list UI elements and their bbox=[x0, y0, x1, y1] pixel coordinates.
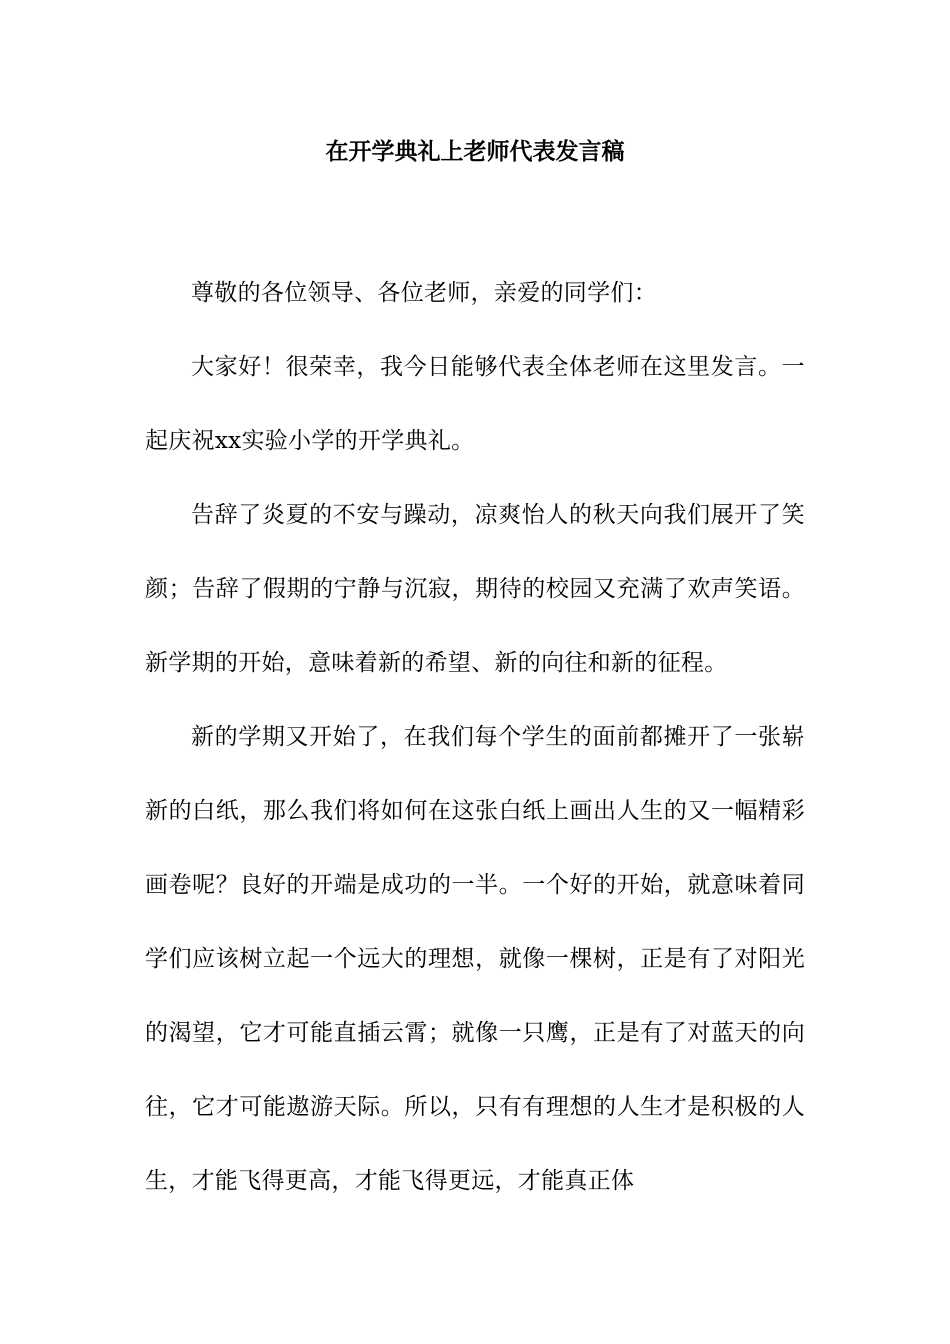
document-title: 在开学典礼上老师代表发言稿 bbox=[325, 139, 625, 165]
greeting-paragraph: 大家好！很荣幸，我今日能够代表全体老师在这里发言。一起庆祝xx实验小学的开学典礼。 bbox=[145, 354, 805, 454]
new-semester-paragraph: 新的学期又开始了，在我们每个学生的面前都摊开了一张崭新的白纸，那么我们将如何在这张白纸上画出人生的又一幅精彩画卷呢？良好的开端是成功的一半。一个好的开始，就意味着同学们应该树立起一个远大的理想，就像一棵树，正是有了对阳光的渴望，它才可能直插云霄；就像一只鹰，正是有了对蓝天的向往，它才可能遨游天际。所以，只有有理想的人生才是积极的人生，才能飞得更高，才能飞得更远，才能真正体 bbox=[145, 724, 805, 1194]
salutation-paragraph: 尊敬的各位领导、各位老师，亲爱的同学们： bbox=[191, 280, 657, 306]
document-body bbox=[145, 256, 805, 1218]
autumn-paragraph: 告辞了炎夏的不安与躁动，凉爽怡人的秋天向我们展开了笑颜；告辞了假期的宁静与沉寂，期待的校园又充满了欢声笑语。新学期的开始，意味着新的希望、新的向往和新的征程。 bbox=[145, 502, 805, 676]
